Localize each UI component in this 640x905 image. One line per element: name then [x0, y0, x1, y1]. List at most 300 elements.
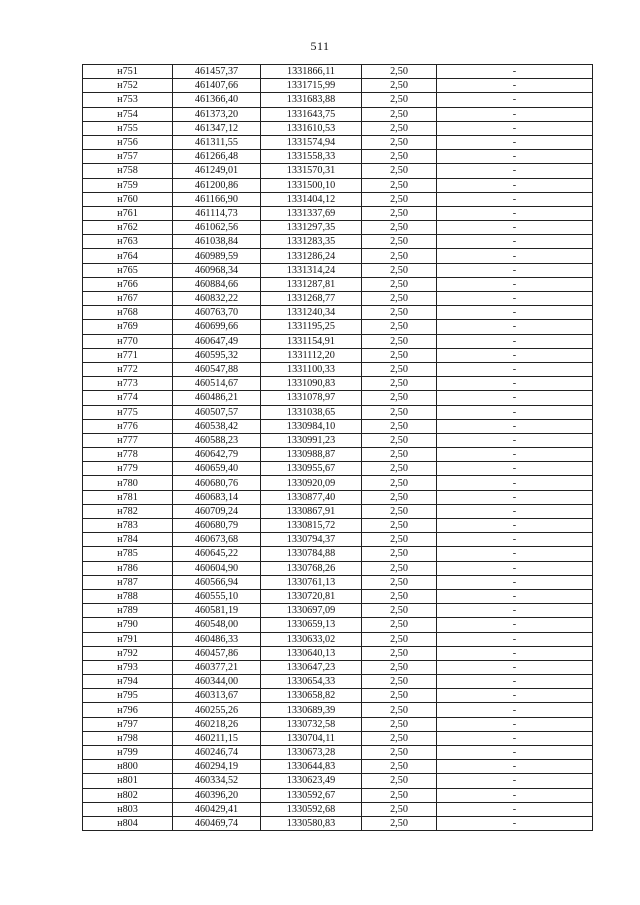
y-coordinate-cell: 1331337,69	[261, 206, 362, 220]
x-coordinate-cell: 460246,74	[173, 746, 261, 760]
table-row	[83, 717, 593, 731]
accuracy-cell: 2,50	[362, 746, 437, 760]
description-cell: -	[437, 235, 593, 249]
x-coordinate-cell: 460396,20	[173, 788, 261, 802]
accuracy-cell: 2,50	[362, 348, 437, 362]
table-row	[83, 561, 593, 575]
point-id-cell: н796	[83, 703, 173, 717]
y-coordinate-cell: 1331643,75	[261, 107, 362, 121]
y-coordinate-cell: 1330658,82	[261, 689, 362, 703]
y-coordinate-cell: 1330580,83	[261, 816, 362, 830]
table-row	[83, 589, 593, 603]
table-row	[83, 192, 593, 206]
x-coordinate-cell: 460486,33	[173, 632, 261, 646]
description-cell: -	[437, 504, 593, 518]
x-coordinate-cell: 460604,90	[173, 561, 261, 575]
table-row	[83, 65, 593, 79]
x-coordinate-cell: 460538,42	[173, 419, 261, 433]
table-row	[83, 277, 593, 291]
point-id-cell: н774	[83, 391, 173, 405]
y-coordinate-cell: 1330659,13	[261, 618, 362, 632]
y-coordinate-cell: 1330920,09	[261, 476, 362, 490]
description-cell: -	[437, 249, 593, 263]
accuracy-cell: 2,50	[362, 263, 437, 277]
accuracy-cell: 2,50	[362, 646, 437, 660]
x-coordinate-cell: 460555,10	[173, 589, 261, 603]
x-coordinate-cell: 461311,55	[173, 135, 261, 149]
point-id-cell: н767	[83, 292, 173, 306]
x-coordinate-cell: 460457,86	[173, 646, 261, 660]
description-cell: -	[437, 362, 593, 376]
table-row	[83, 746, 593, 760]
x-coordinate-cell: 460680,76	[173, 476, 261, 490]
accuracy-cell: 2,50	[362, 65, 437, 79]
point-id-cell: н766	[83, 277, 173, 291]
description-cell: -	[437, 107, 593, 121]
point-id-cell: н804	[83, 816, 173, 830]
table-row	[83, 320, 593, 334]
accuracy-cell: 2,50	[362, 433, 437, 447]
x-coordinate-cell: 460647,49	[173, 334, 261, 348]
y-coordinate-cell: 1330768,26	[261, 561, 362, 575]
point-id-cell: н802	[83, 788, 173, 802]
description-cell: -	[437, 405, 593, 419]
accuracy-cell: 2,50	[362, 448, 437, 462]
point-id-cell: н772	[83, 362, 173, 376]
y-coordinate-cell: 1331314,24	[261, 263, 362, 277]
y-coordinate-cell: 1330647,23	[261, 660, 362, 674]
y-coordinate-cell: 1330984,10	[261, 419, 362, 433]
coordinates-table	[82, 64, 593, 831]
coordinates-table-body	[83, 65, 593, 831]
description-cell: -	[437, 476, 593, 490]
accuracy-cell: 2,50	[362, 675, 437, 689]
table-row	[83, 490, 593, 504]
accuracy-cell: 2,50	[362, 703, 437, 717]
point-id-cell: н776	[83, 419, 173, 433]
table-row	[83, 604, 593, 618]
point-id-cell: н762	[83, 221, 173, 235]
y-coordinate-cell: 1330815,72	[261, 519, 362, 533]
table-row	[83, 689, 593, 703]
description-cell: -	[437, 277, 593, 291]
point-id-cell: н793	[83, 660, 173, 674]
table-row	[83, 462, 593, 476]
x-coordinate-cell: 460659,40	[173, 462, 261, 476]
y-coordinate-cell: 1330689,39	[261, 703, 362, 717]
accuracy-cell: 2,50	[362, 731, 437, 745]
point-id-cell: н770	[83, 334, 173, 348]
point-id-cell: н753	[83, 93, 173, 107]
accuracy-cell: 2,50	[362, 589, 437, 603]
x-coordinate-cell: 460547,88	[173, 362, 261, 376]
table-row	[83, 433, 593, 447]
accuracy-cell: 2,50	[362, 107, 437, 121]
x-coordinate-cell: 460884,66	[173, 277, 261, 291]
point-id-cell: н786	[83, 561, 173, 575]
table-row	[83, 547, 593, 561]
x-coordinate-cell: 460683,14	[173, 490, 261, 504]
description-cell: -	[437, 802, 593, 816]
y-coordinate-cell: 1330784,88	[261, 547, 362, 561]
x-coordinate-cell: 461249,01	[173, 164, 261, 178]
description-cell: -	[437, 589, 593, 603]
description-cell: -	[437, 320, 593, 334]
point-id-cell: н787	[83, 575, 173, 589]
table-row	[83, 533, 593, 547]
accuracy-cell: 2,50	[362, 504, 437, 518]
accuracy-cell: 2,50	[362, 575, 437, 589]
x-coordinate-cell: 460588,23	[173, 433, 261, 447]
point-id-cell: н783	[83, 519, 173, 533]
description-cell: -	[437, 433, 593, 447]
x-coordinate-cell: 460763,70	[173, 306, 261, 320]
description-cell: -	[437, 391, 593, 405]
y-coordinate-cell: 1330761,13	[261, 575, 362, 589]
table-row	[83, 334, 593, 348]
accuracy-cell: 2,50	[362, 717, 437, 731]
table-row	[83, 221, 593, 235]
accuracy-cell: 2,50	[362, 192, 437, 206]
description-cell: -	[437, 788, 593, 802]
y-coordinate-cell: 1331154,91	[261, 334, 362, 348]
accuracy-cell: 2,50	[362, 249, 437, 263]
description-cell: -	[437, 263, 593, 277]
point-id-cell: н789	[83, 604, 173, 618]
accuracy-cell: 2,50	[362, 490, 437, 504]
accuracy-cell: 2,50	[362, 774, 437, 788]
point-id-cell: н764	[83, 249, 173, 263]
y-coordinate-cell: 1330640,13	[261, 646, 362, 660]
accuracy-cell: 2,50	[362, 150, 437, 164]
point-id-cell: н771	[83, 348, 173, 362]
description-cell: -	[437, 490, 593, 504]
table-row	[83, 249, 593, 263]
y-coordinate-cell: 1331100,33	[261, 362, 362, 376]
description-cell: -	[437, 675, 593, 689]
x-coordinate-cell: 460469,74	[173, 816, 261, 830]
description-cell: -	[437, 377, 593, 391]
x-coordinate-cell: 461266,48	[173, 150, 261, 164]
table-row	[83, 448, 593, 462]
y-coordinate-cell: 1330794,37	[261, 533, 362, 547]
x-coordinate-cell: 460989,59	[173, 249, 261, 263]
accuracy-cell: 2,50	[362, 816, 437, 830]
description-cell: -	[437, 618, 593, 632]
accuracy-cell: 2,50	[362, 561, 437, 575]
description-cell: -	[437, 774, 593, 788]
y-coordinate-cell: 1330720,81	[261, 589, 362, 603]
y-coordinate-cell: 1330704,11	[261, 731, 362, 745]
y-coordinate-cell: 1331866,11	[261, 65, 362, 79]
point-id-cell: н765	[83, 263, 173, 277]
x-coordinate-cell: 460642,79	[173, 448, 261, 462]
description-cell: -	[437, 746, 593, 760]
point-id-cell: н801	[83, 774, 173, 788]
point-id-cell: н779	[83, 462, 173, 476]
point-id-cell: н768	[83, 306, 173, 320]
description-cell: -	[437, 135, 593, 149]
x-coordinate-cell: 460548,00	[173, 618, 261, 632]
point-id-cell: н769	[83, 320, 173, 334]
description-cell: -	[437, 533, 593, 547]
x-coordinate-cell: 460680,79	[173, 519, 261, 533]
description-cell: -	[437, 93, 593, 107]
description-cell: -	[437, 561, 593, 575]
description-cell: -	[437, 703, 593, 717]
y-coordinate-cell: 1330654,33	[261, 675, 362, 689]
point-id-cell: н763	[83, 235, 173, 249]
point-id-cell: н782	[83, 504, 173, 518]
description-cell: -	[437, 646, 593, 660]
x-coordinate-cell: 460968,34	[173, 263, 261, 277]
y-coordinate-cell: 1330988,87	[261, 448, 362, 462]
point-id-cell: н803	[83, 802, 173, 816]
description-cell: -	[437, 632, 593, 646]
table-row	[83, 348, 593, 362]
x-coordinate-cell: 461200,86	[173, 178, 261, 192]
table-row	[83, 292, 593, 306]
point-id-cell: н799	[83, 746, 173, 760]
x-coordinate-cell: 461366,40	[173, 93, 261, 107]
point-id-cell: н775	[83, 405, 173, 419]
y-coordinate-cell: 1331715,99	[261, 79, 362, 93]
description-cell: -	[437, 306, 593, 320]
table-row	[83, 178, 593, 192]
accuracy-cell: 2,50	[362, 419, 437, 433]
x-coordinate-cell: 461407,66	[173, 79, 261, 93]
table-row	[83, 675, 593, 689]
x-coordinate-cell: 460377,21	[173, 660, 261, 674]
table-row	[83, 788, 593, 802]
table-row	[83, 476, 593, 490]
table-row	[83, 760, 593, 774]
description-cell: -	[437, 604, 593, 618]
point-id-cell: н756	[83, 135, 173, 149]
table-row	[83, 93, 593, 107]
accuracy-cell: 2,50	[362, 320, 437, 334]
accuracy-cell: 2,50	[362, 277, 437, 291]
y-coordinate-cell: 1331240,34	[261, 306, 362, 320]
point-id-cell: н780	[83, 476, 173, 490]
point-id-cell: н788	[83, 589, 173, 603]
description-cell: -	[437, 519, 593, 533]
x-coordinate-cell: 460255,26	[173, 703, 261, 717]
point-id-cell: н751	[83, 65, 173, 79]
point-id-cell: н757	[83, 150, 173, 164]
x-coordinate-cell: 461114,73	[173, 206, 261, 220]
accuracy-cell: 2,50	[362, 632, 437, 646]
accuracy-cell: 2,50	[362, 391, 437, 405]
x-coordinate-cell: 460507,57	[173, 405, 261, 419]
description-cell: -	[437, 79, 593, 93]
table-row	[83, 703, 593, 717]
x-coordinate-cell: 460581,19	[173, 604, 261, 618]
description-cell: -	[437, 689, 593, 703]
point-id-cell: н800	[83, 760, 173, 774]
point-id-cell: н792	[83, 646, 173, 660]
x-coordinate-cell: 460566,94	[173, 575, 261, 589]
x-coordinate-cell: 460645,22	[173, 547, 261, 561]
table-row	[83, 575, 593, 589]
description-cell: -	[437, 192, 593, 206]
point-id-cell: н778	[83, 448, 173, 462]
table-row	[83, 150, 593, 164]
description-cell: -	[437, 178, 593, 192]
table-row	[83, 632, 593, 646]
accuracy-cell: 2,50	[362, 362, 437, 376]
point-id-cell: н791	[83, 632, 173, 646]
description-cell: -	[437, 731, 593, 745]
y-coordinate-cell: 1331090,83	[261, 377, 362, 391]
point-id-cell: н781	[83, 490, 173, 504]
description-cell: -	[437, 221, 593, 235]
description-cell: -	[437, 547, 593, 561]
accuracy-cell: 2,50	[362, 235, 437, 249]
table-row	[83, 79, 593, 93]
description-cell: -	[437, 462, 593, 476]
table-row	[83, 121, 593, 135]
y-coordinate-cell: 1331500,10	[261, 178, 362, 192]
description-cell: -	[437, 448, 593, 462]
y-coordinate-cell: 1331112,20	[261, 348, 362, 362]
y-coordinate-cell: 1331268,77	[261, 292, 362, 306]
x-coordinate-cell: 460709,24	[173, 504, 261, 518]
table-row	[83, 235, 593, 249]
table-row	[83, 816, 593, 830]
y-coordinate-cell: 1330644,83	[261, 760, 362, 774]
table-row	[83, 405, 593, 419]
accuracy-cell: 2,50	[362, 689, 437, 703]
x-coordinate-cell: 460218,26	[173, 717, 261, 731]
x-coordinate-cell: 460344,00	[173, 675, 261, 689]
y-coordinate-cell: 1330592,68	[261, 802, 362, 816]
point-id-cell: н758	[83, 164, 173, 178]
accuracy-cell: 2,50	[362, 604, 437, 618]
table-row	[83, 377, 593, 391]
accuracy-cell: 2,50	[362, 760, 437, 774]
y-coordinate-cell: 1330623,49	[261, 774, 362, 788]
x-coordinate-cell: 460313,67	[173, 689, 261, 703]
table-row	[83, 646, 593, 660]
accuracy-cell: 2,50	[362, 178, 437, 192]
point-id-cell: н760	[83, 192, 173, 206]
description-cell: -	[437, 760, 593, 774]
accuracy-cell: 2,50	[362, 121, 437, 135]
point-id-cell: н794	[83, 675, 173, 689]
point-id-cell: н755	[83, 121, 173, 135]
description-cell: -	[437, 348, 593, 362]
x-coordinate-cell: 461457,37	[173, 65, 261, 79]
y-coordinate-cell: 1331610,53	[261, 121, 362, 135]
accuracy-cell: 2,50	[362, 788, 437, 802]
accuracy-cell: 2,50	[362, 164, 437, 178]
accuracy-cell: 2,50	[362, 221, 437, 235]
y-coordinate-cell: 1330877,40	[261, 490, 362, 504]
y-coordinate-cell: 1330673,28	[261, 746, 362, 760]
accuracy-cell: 2,50	[362, 292, 437, 306]
point-id-cell: н759	[83, 178, 173, 192]
accuracy-cell: 2,50	[362, 519, 437, 533]
y-coordinate-cell: 1331558,33	[261, 150, 362, 164]
x-coordinate-cell: 460595,32	[173, 348, 261, 362]
table-row	[83, 306, 593, 320]
x-coordinate-cell: 461166,90	[173, 192, 261, 206]
accuracy-cell: 2,50	[362, 462, 437, 476]
y-coordinate-cell: 1331078,97	[261, 391, 362, 405]
point-id-cell: н773	[83, 377, 173, 391]
y-coordinate-cell: 1330592,67	[261, 788, 362, 802]
description-cell: -	[437, 717, 593, 731]
y-coordinate-cell: 1331297,35	[261, 221, 362, 235]
y-coordinate-cell: 1330697,09	[261, 604, 362, 618]
point-id-cell: н784	[83, 533, 173, 547]
y-coordinate-cell: 1331683,88	[261, 93, 362, 107]
y-coordinate-cell: 1331286,24	[261, 249, 362, 263]
y-coordinate-cell: 1331038,65	[261, 405, 362, 419]
accuracy-cell: 2,50	[362, 802, 437, 816]
x-coordinate-cell: 460486,21	[173, 391, 261, 405]
table-row	[83, 107, 593, 121]
y-coordinate-cell: 1330955,67	[261, 462, 362, 476]
x-coordinate-cell: 461373,20	[173, 107, 261, 121]
point-id-cell: н795	[83, 689, 173, 703]
x-coordinate-cell: 461062,56	[173, 221, 261, 235]
point-id-cell: н761	[83, 206, 173, 220]
accuracy-cell: 2,50	[362, 306, 437, 320]
accuracy-cell: 2,50	[362, 135, 437, 149]
x-coordinate-cell: 460699,66	[173, 320, 261, 334]
x-coordinate-cell: 460832,22	[173, 292, 261, 306]
x-coordinate-cell: 461038,84	[173, 235, 261, 249]
accuracy-cell: 2,50	[362, 405, 437, 419]
accuracy-cell: 2,50	[362, 334, 437, 348]
table-row	[83, 391, 593, 405]
accuracy-cell: 2,50	[362, 533, 437, 547]
y-coordinate-cell: 1330991,23	[261, 433, 362, 447]
description-cell: -	[437, 419, 593, 433]
description-cell: -	[437, 206, 593, 220]
table-row	[83, 263, 593, 277]
description-cell: -	[437, 816, 593, 830]
table-row	[83, 774, 593, 788]
accuracy-cell: 2,50	[362, 377, 437, 391]
point-id-cell: н790	[83, 618, 173, 632]
page-number: 511	[310, 39, 330, 53]
y-coordinate-cell: 1330633,02	[261, 632, 362, 646]
x-coordinate-cell: 460673,68	[173, 533, 261, 547]
accuracy-cell: 2,50	[362, 93, 437, 107]
table-row	[83, 362, 593, 376]
table-row	[83, 135, 593, 149]
x-coordinate-cell: 460429,41	[173, 802, 261, 816]
y-coordinate-cell: 1331287,81	[261, 277, 362, 291]
table-row	[83, 504, 593, 518]
y-coordinate-cell: 1330867,91	[261, 504, 362, 518]
description-cell: -	[437, 150, 593, 164]
description-cell: -	[437, 164, 593, 178]
point-id-cell: н798	[83, 731, 173, 745]
x-coordinate-cell: 460294,19	[173, 760, 261, 774]
y-coordinate-cell: 1331283,35	[261, 235, 362, 249]
x-coordinate-cell: 461347,12	[173, 121, 261, 135]
y-coordinate-cell: 1330732,58	[261, 717, 362, 731]
description-cell: -	[437, 292, 593, 306]
y-coordinate-cell: 1331570,31	[261, 164, 362, 178]
x-coordinate-cell: 460334,52	[173, 774, 261, 788]
point-id-cell: н752	[83, 79, 173, 93]
table-row	[83, 802, 593, 816]
